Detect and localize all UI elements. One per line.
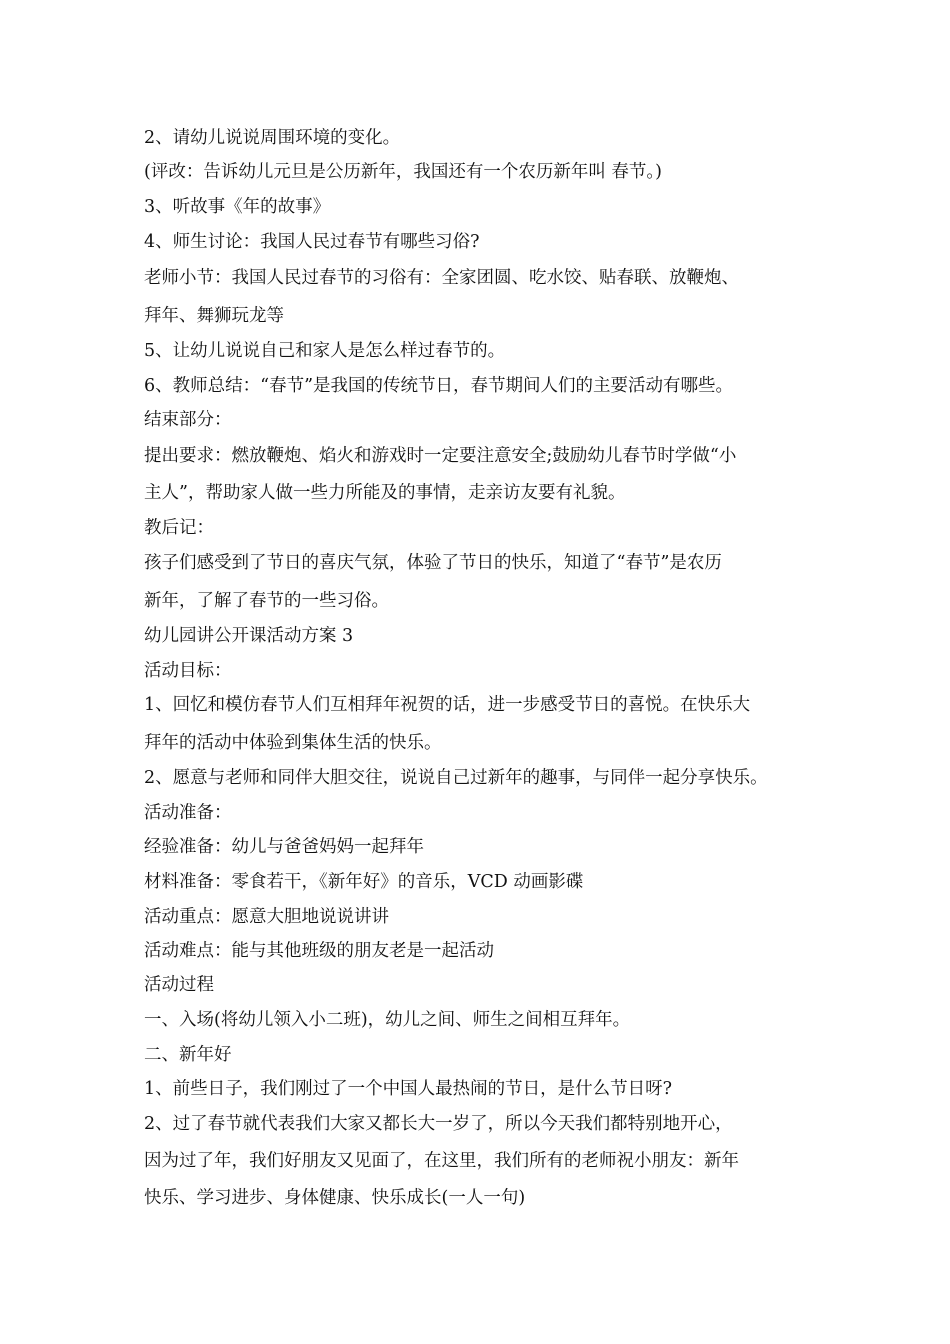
section-heading: 活动准备： bbox=[144, 803, 232, 823]
text-line: 活动难点：能与其他班级的朋友老是一起活动 bbox=[144, 941, 494, 961]
text-line: 4、师生讨论：我国人民过春节有哪些习俗? bbox=[144, 232, 480, 252]
text-line: 材料准备：零食若干，《新年好》的音乐，VCD 动画影碟 bbox=[144, 872, 584, 892]
text-line: 因为过了年，我们好朋友又见面了，在这里，我们所有的老师祝小朋友：新年 bbox=[144, 1151, 739, 1171]
text-line: 6、教师总结：“春节”是我国的传统节日，春节期间人们的主要活动有哪些。 bbox=[144, 376, 734, 396]
text-line: 1、前些日子，我们刚过了一个中国人最热闹的节日，是什么节日呀? bbox=[144, 1079, 673, 1099]
section-heading: 活动过程 bbox=[144, 975, 214, 995]
section-heading: 教后记： bbox=[144, 518, 214, 538]
text-line: 活动重点：愿意大胆地说说讲讲 bbox=[144, 907, 389, 927]
text-line: 5、让幼儿说说自己和家人是怎么样过春节的。 bbox=[144, 341, 506, 361]
text-line: 提出要求：燃放鞭炮、焰火和游戏时一定要注意安全;鼓励幼儿春节时学做“小 bbox=[144, 446, 737, 466]
text-line: 3、听故事《年的故事》 bbox=[144, 197, 331, 217]
text-line: 一、入场(将幼儿领入小二班)，幼儿之间、师生之间相互拜年。 bbox=[144, 1010, 631, 1030]
text-line: 经验准备：幼儿与爸爸妈妈一起拜年 bbox=[144, 837, 424, 857]
text-line: 2、过了春节就代表我们大家又都长大一岁了，所以今天我们都特别地开心， bbox=[144, 1114, 733, 1134]
text-line: 1、回忆和模仿春节人们互相拜年祝贺的话，进一步感受节日的喜悦。在快乐大 bbox=[144, 695, 751, 715]
section-heading: 结束部分： bbox=[144, 410, 232, 430]
text-line: 二、新年好 bbox=[144, 1045, 232, 1065]
text-line: 2、愿意与老师和同伴大胆交往，说说自己过新年的趣事，与同伴一起分享快乐。 bbox=[144, 768, 768, 788]
text-line: 拜年、舞狮玩龙等 bbox=[144, 306, 284, 326]
text-line: 老师小节：我国人民过春节的习俗有：全家团圆、吃水饺、贴春联、放鞭炮、 bbox=[144, 268, 739, 288]
text-line: 拜年的活动中体验到集体生活的快乐。 bbox=[144, 733, 442, 753]
text-line: 快乐、学习进步、身体健康、快乐成长(一人一句) bbox=[144, 1188, 526, 1208]
text-line: 新年，了解了春节的一些习俗。 bbox=[144, 591, 389, 611]
text-line: 2、请幼儿说说周围环境的变化。 bbox=[144, 128, 401, 148]
text-line: (评改：告诉幼儿元旦是公历新年，我国还有一个农历新年叫 春节。) bbox=[144, 162, 662, 182]
document-section-title: 幼儿园讲公开课活动方案 3 bbox=[144, 626, 354, 646]
text-line: 主人”，帮助家人做一些力所能及的事情，走亲访友要有礼貌。 bbox=[144, 483, 626, 503]
text-line: 孩子们感受到了节日的喜庆气氛，体验了节日的快乐，知道了“春节”是农历 bbox=[144, 553, 722, 573]
section-heading: 活动目标： bbox=[144, 661, 232, 681]
